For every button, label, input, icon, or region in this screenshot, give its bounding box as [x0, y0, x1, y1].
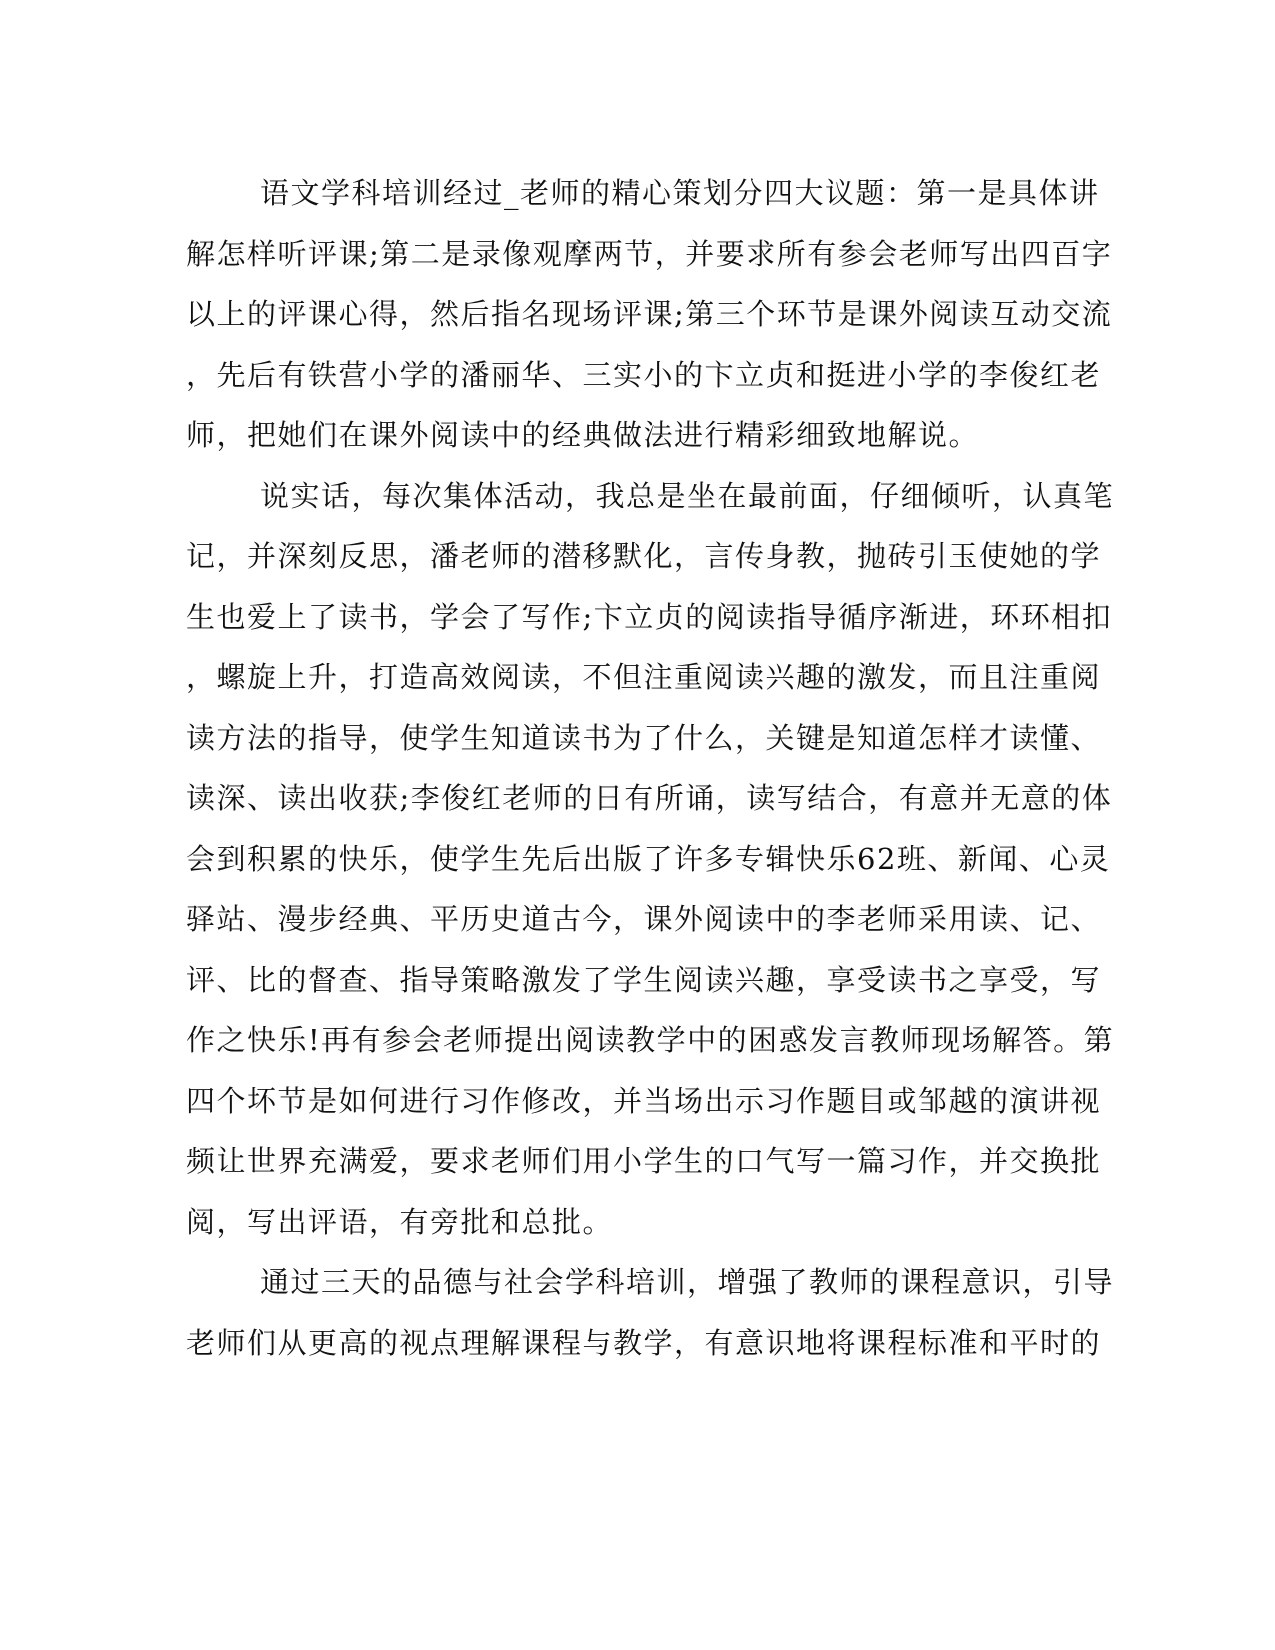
text-line: 读深、读出收获;李俊红老师的日有所诵，读写结合，有意并无意的体: [186, 781, 1113, 815]
text-line: ，先后有铁营小学的潘丽华、三实小的卞立贞和挺进小学的李俊红老: [186, 357, 1102, 392]
text-line: 生也爱上了读书，学会了写作;卞立贞的阅读指导循序渐进，环环相扣: [186, 599, 1113, 634]
text-line: 记，并深刻反思，潘老师的潜移默化，言传身教，抛砖引玉使她的学: [186, 539, 1102, 573]
text-line: ，螺旋上升，打造高效阅读，不但注重阅读兴趣的激发，而且注重阅: [186, 660, 1102, 694]
text-line: 驿站、漫步经典、平历史道古今，课外阅读中的李老师采用读、记、: [186, 902, 1102, 936]
text-line: 评、比的督查、指导策略激发了学生阅读兴趣，享受读书之享受，写: [186, 962, 1102, 997]
text-line: 读方法的指导，使学生知道读书为了什么，关键是知道怎样才读懂、: [186, 720, 1102, 755]
paragraph-2: [186, 466, 1115, 1253]
body-text: [186, 163, 1115, 1373]
text-line: 通过三天的品德与社会学科培训，增强了教师的课程意识，引导: [260, 1265, 1115, 1299]
text-line: 四个坏节是如何进行习作修改，并当场出示习作题目或邹越的演讲视: [186, 1083, 1102, 1118]
text-line: 师，把她们在课外阅读中的经典做法进行精彩细致地解说。: [186, 418, 980, 452]
text-line: 阅，写出评语，有旁批和总批。: [186, 1204, 614, 1239]
text-line: 频让世界充满爱，要求老师们用小学生的口气写一篇习作，并交换批: [186, 1144, 1102, 1178]
text-line: 老师们从更高的视点理解课程与教学，有意识地将课程标准和平时的: [186, 1325, 1102, 1360]
paragraph-3: [186, 1252, 1115, 1373]
text-line: 作之快乐!再有参会老师提出阅读教学中的困惑发言教师现场解答。第: [186, 1023, 1115, 1057]
text-line: 语文学科培训经过_老师的精心策划分四大议题：第一是具体讲: [260, 176, 1100, 210]
text-line: 说实话，每次集体活动，我总是坐在最前面，仔细倾听，认真笔: [260, 478, 1115, 513]
text-line: 会到积累的快乐，使学生先后出版了许多专辑快乐62班、新闻、心灵: [186, 841, 1111, 876]
paragraph-1: [186, 163, 1113, 466]
text-line: 解怎样听评课;第二是录像观摩两节，并要求所有参会老师写出四百字: [186, 236, 1113, 271]
text-line: 以上的评课心得，然后指名现场评课;第三个环节是课外阅读互动交流: [186, 297, 1113, 331]
